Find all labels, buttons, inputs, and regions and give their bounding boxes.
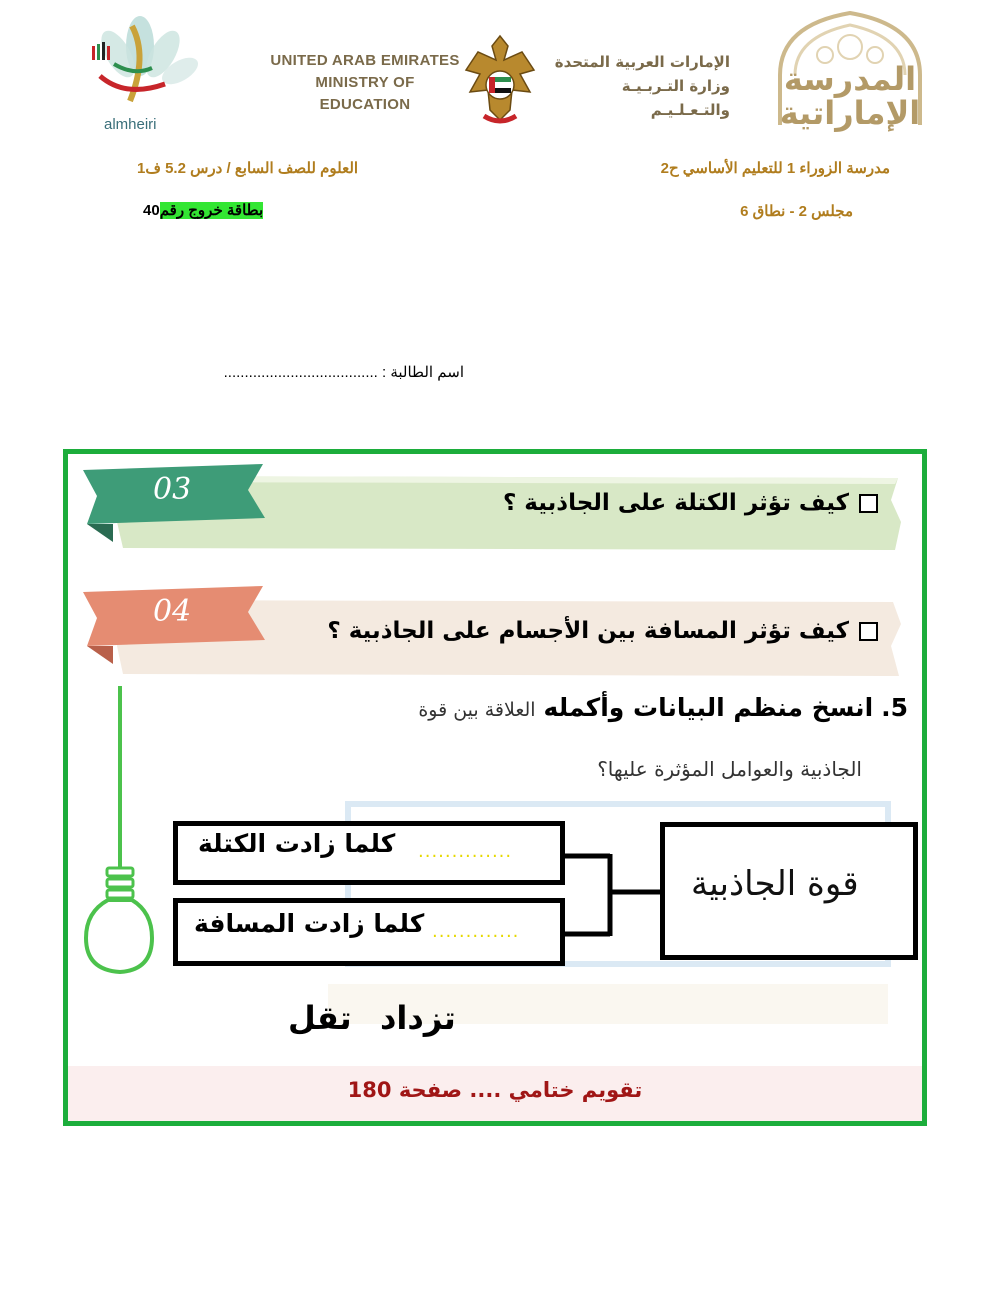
almheiri-logo [70,6,210,116]
question-5-number: 5. [881,693,908,722]
subject-lesson: العلوم للصف السابع / درس 5.2 ف1 [137,160,359,177]
emirati-school-logo-text [770,62,930,130]
exit-card-frame [63,449,927,1126]
organizer-box-mass-blank[interactable]: .............. [418,841,513,862]
question-5-line1 [418,693,908,722]
exit-card-label: بطاقة خروج رقم [159,202,264,219]
question-4-banner [83,584,903,666]
question-5-instruction: انسخ منظم البيانات وأكمله [543,693,874,722]
student-name-field[interactable] [104,363,464,381]
answer-word-decrease[interactable]: تقل [288,999,352,1037]
question-3-number: 03 [153,472,192,507]
ministry-name-english [270,50,460,116]
ministry-ar-line1: الإمارات العربية المتحدة [554,53,730,71]
question-3-banner [83,462,903,544]
exit-card-number [143,201,263,219]
question-3-text [503,490,878,516]
organizer-box-distance-text: كلما زادت المسافة [194,909,425,938]
ministry-en-line1: UNITED ARAB EMIRATES [270,52,460,69]
ministry-ar-line2: وزارة التـربـيـة والتـعـلـيـم [621,77,730,119]
question-4-label: كيف تؤثر المسافة بين الأجسام على الجاذبية ؟ [327,618,849,644]
main-concept-text: قوة الجاذبية [691,864,859,904]
uae-emblem [462,30,538,130]
organizer-connector-lines [548,834,668,954]
student-name-label: اسم الطالبة : [382,364,464,381]
question-4-checkbox[interactable] [859,622,878,641]
lightbulb-icon [82,686,154,976]
school-name: مدرسة الزوراء 1 للتعليم الأساسي ح2 [660,160,890,177]
question-3-checkbox[interactable] [859,494,878,513]
question-5-relation: العلاقة بين قوة [418,699,536,721]
school-logo-line2: الإماراتية [779,94,921,132]
exit-card-value: 40 [143,202,160,219]
question-5-line2: الجاذبية والعوامل المؤثرة عليها؟ [597,757,862,781]
student-name-dots[interactable]: ..................................... [223,364,378,381]
organizer-box-mass-text: كلما زادت الكتلة [198,829,396,858]
answer-word-increase[interactable]: تزداد [380,999,456,1037]
falcon-emblem-icon [462,30,538,130]
almheiri-flower-icon [70,6,210,116]
organizer-box-distance-blank[interactable]: ............. [432,921,520,942]
ministry-en-line2: MINISTRY OF EDUCATION [315,74,415,113]
question-4-text [327,618,878,644]
council-info: مجلس 2 - نطاق 6 [740,203,853,220]
almheiri-caption: almheiri [104,116,157,133]
question-3-label: كيف تؤثر الكتلة على الجاذبية ؟ [502,490,849,516]
ministry-name-arabic [540,50,730,122]
question-4-number: 04 [153,594,192,629]
final-assessment-note: تقويم ختامي .... صفحة 180 [347,1078,643,1102]
school-logo-line1: المدرسة [783,60,917,98]
